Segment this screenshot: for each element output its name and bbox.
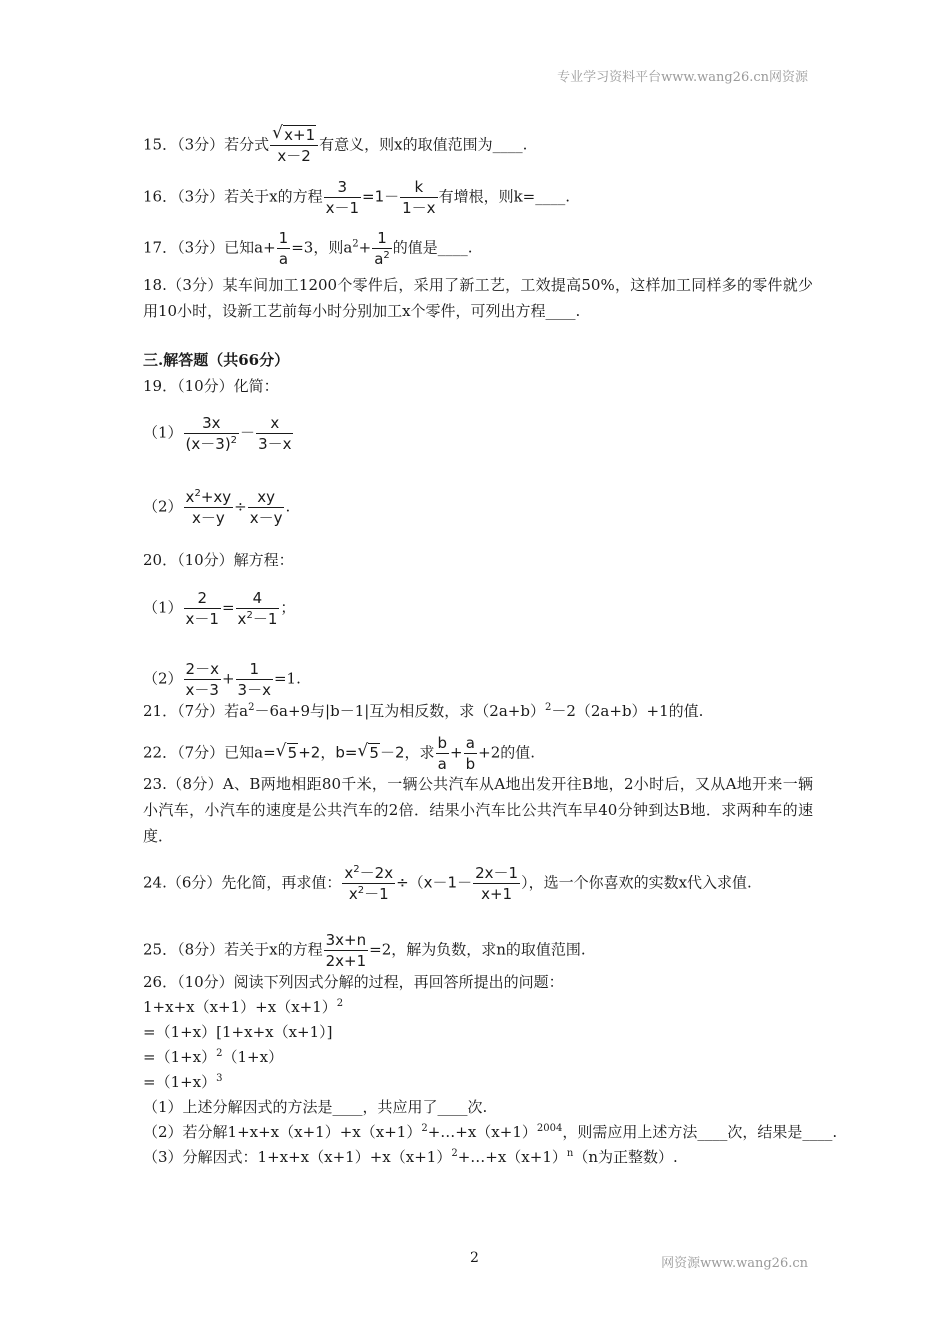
question-24: 24.（6分）先化简，再求值： $\frac{x^2-2x}{x^2-1}$ ÷（x－1－ $\frac{2x-1}{x+1}$ ），选一个你喜欢的实数x代入求值. xyxy=(143,864,752,903)
fraction: $\frac{3}{x-1}$ xyxy=(325,178,360,217)
fraction: $\frac{x}{3-x}$ xyxy=(258,414,292,453)
fraction: $\frac{2}{x-1}$ xyxy=(185,589,219,628)
question-19-part-2: （2） $\frac{x^2+xy}{x-y}$ ÷ $\frac{xy}{x-y}$ . xyxy=(143,488,291,527)
q26-sub-2: （2）若分解$1+x+x(x+1)+x(x+1)^2+\dots+x(x+1)^{2004}$，则需应用上述方法____次，结果是____. xyxy=(143,1123,838,1141)
question-17: 17．（3分）已知a+ $\frac{1}{a}$ =3，则$a^2+$ $\frac{1}{a^2}$ 的值是____. xyxy=(143,229,473,268)
fraction: $\frac{1}{a^2}$ xyxy=(374,229,390,268)
question-18: 18.（3分）某车间加工1200个零件后，采用了新工艺，工效提高50%，这样加工同样多的零件就少用10小时，设新工艺前每小时分别加工x个零件，可列出方程____. xyxy=(143,276,813,320)
fraction: √ x+1 x－2 xyxy=(270,126,318,165)
section-title: 三.解答题（共66分） xyxy=(143,351,290,369)
fraction: $\frac{x^2-2x}{x^2-1}$ xyxy=(344,864,394,903)
q26-sub-3: （3）分解因式：$1+x+x(x+1)+x(x+1)^2+\dots+x(x+1)^n(n$为正整数）. xyxy=(143,1148,678,1166)
q26-step-3: $=(1+x)^2(1+x)$ xyxy=(143,1048,284,1066)
fraction: $\frac{1}{a}$ xyxy=(278,229,289,268)
page-header: 专业学习资料平台www.wang26.cn网资源 xyxy=(557,70,808,85)
question-16: 16．（3分）若关于x的方程 $\frac{3}{x-1}$ =1－ $\frac{k}{1-x}$ 有增根，则k=____. xyxy=(143,178,570,217)
fraction: $\frac{k}{1-x}$ xyxy=(402,178,436,217)
q26-step-4: $=(1+x)^3$ xyxy=(143,1073,223,1091)
question-21: 21．（7分）若$a^2-6a+9$与|b－1|互为相反数，求$(2a+b)^2-2(2a+b)+1$的值. xyxy=(143,702,704,720)
q26-sub-1: （1）上述分解因式的方法是____，共应用了____次. xyxy=(143,1098,488,1116)
question-19-part-1: （1） $\frac{3x}{(x-3)^2}$ － $\frac{x}{3-x}$ xyxy=(143,414,292,453)
fraction: $\frac{4}{x^2-1}$ xyxy=(237,589,278,628)
fraction: $\frac{b}{a}$ xyxy=(437,734,448,773)
page-number: 2 xyxy=(470,1250,479,1266)
question-25: 25．（8分）若关于x的方程 $\frac{3x+n}{2x+1}$ =2，解为负数，求n的取值范围. xyxy=(143,931,586,970)
fraction: $\frac{3x+n}{2x+1}$ xyxy=(325,931,367,970)
q26-step-1: $1+x+x(x+1)+x(x+1)^2$ xyxy=(143,998,344,1016)
page-footer: 网资源www.wang26.cn xyxy=(661,1256,808,1271)
question-22: 22．（7分）已知a= √ 5+2，b= √ 5－2，求 $\frac{b}{a}$ + $\frac{a}{b}$ +2的值. xyxy=(143,734,536,773)
question-15: 15．（3分）若分式 √ x+1 x－2 有意义，则x的取值范围为____. xyxy=(143,123,528,165)
fraction: $\frac{xy}{x-y}$ xyxy=(249,488,283,527)
fraction: $\frac{x^2+xy}{x-y}$ xyxy=(185,488,232,527)
question-26-title: 26．（10分）阅读下列因式分解的过程，再回答所提出的问题： xyxy=(143,973,564,991)
fraction: $\frac{3x}{(x-3)^2}$ xyxy=(185,414,238,453)
question-20-part-1: （1） $\frac{2}{x-1}$ = $\frac{4}{x^2-1}$ ； xyxy=(143,589,296,628)
question-20-title: 20．（10分）解方程： xyxy=(143,551,294,569)
fraction: $\frac{1}{3-x}$ xyxy=(237,660,271,699)
fraction: $\frac{2-x}{x-3}$ xyxy=(185,660,219,699)
question-19-title: 19．（10分）化简： xyxy=(143,377,279,395)
fraction: $\frac{2x-1}{x+1}$ xyxy=(475,864,519,903)
q26-step-2: =（1+x）[1+x+x（x+1）] xyxy=(143,1023,333,1041)
question-23: 23.（8分）A、B两地相距80千米，一辆公共汽车从A地出发开往B地，2小时后，又从A地开来一辆小汽车，小汽车的速度是公共汽车的2倍．结果小汽车比公共汽车早40分钟到达B地．求两种车的速度． xyxy=(143,775,813,845)
question-20-part-2: （2） $\frac{2-x}{x-3}$ + $\frac{1}{3-x}$ =1. xyxy=(143,660,301,699)
fraction: $\frac{a}{b}$ xyxy=(465,734,476,773)
